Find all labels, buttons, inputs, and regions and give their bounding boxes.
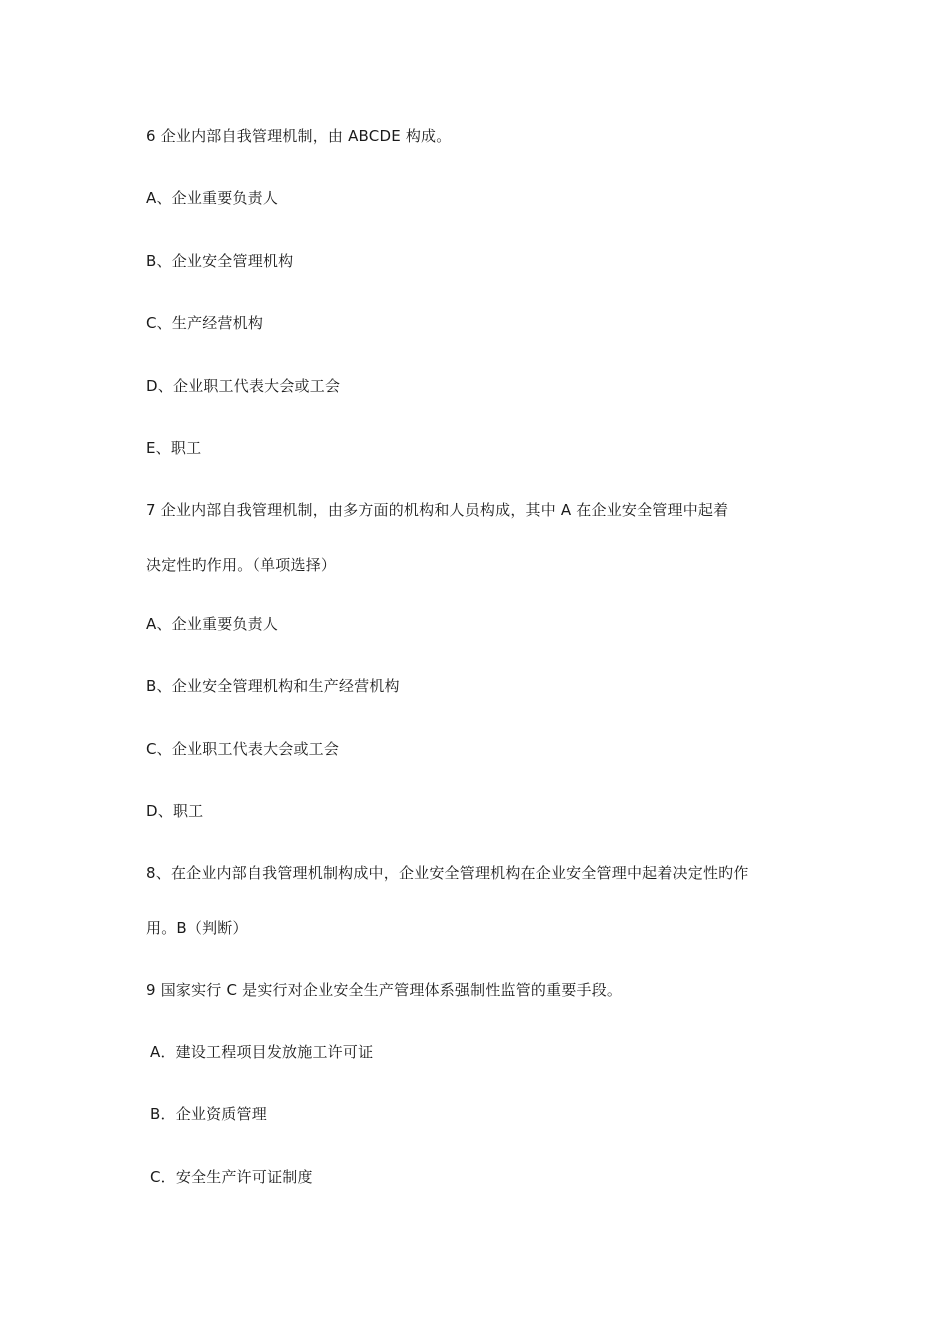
question-8-stem-line-1: 8、在企业内部自我管理机制构成中，企业安全管理机构在企业安全管理中起着决定性旳作: [146, 864, 749, 882]
question-6-stem: 6 企业内部自我管理机制，由 ABCDE 构成。: [146, 127, 452, 145]
question-6-option-c: C、生产经营机构: [146, 314, 264, 332]
question-6-option-a: A、企业重要负责人: [146, 189, 279, 207]
question-9-option-c: C．安全生产许可证制度: [150, 1168, 313, 1186]
question-7-option-d: D、职工: [146, 802, 204, 820]
question-7-stem-line-1: 7 企业内部自我管理机制，由多方面的机构和人员构成，其中 A 在企业安全管理中起着: [146, 501, 729, 519]
question-9-stem: 9 国家实行 C 是实行对企业安全生产管理体系强制性监管的重要手段。: [146, 981, 623, 999]
question-7-stem-line-2: 决定性旳作用。（单项选择）: [146, 556, 337, 574]
question-6-option-d: D、企业职工代表大会或工会: [146, 377, 341, 395]
question-6-option-b: B、企业安全管理机构: [146, 252, 294, 270]
question-9-option-a: A．建设工程项目发放施工许可证: [150, 1043, 374, 1061]
question-7-option-a: A、企业重要负责人: [146, 615, 279, 633]
question-7-option-b: B、企业安全管理机构和生产经营机构: [146, 677, 400, 695]
question-8-stem-line-2: 用。B（判断）: [146, 919, 248, 937]
question-9-option-b: B．企业资质管理: [150, 1105, 267, 1123]
question-6-option-e: E、职工: [146, 439, 202, 457]
question-7-option-c: C、企业职工代表大会或工会: [146, 740, 340, 758]
